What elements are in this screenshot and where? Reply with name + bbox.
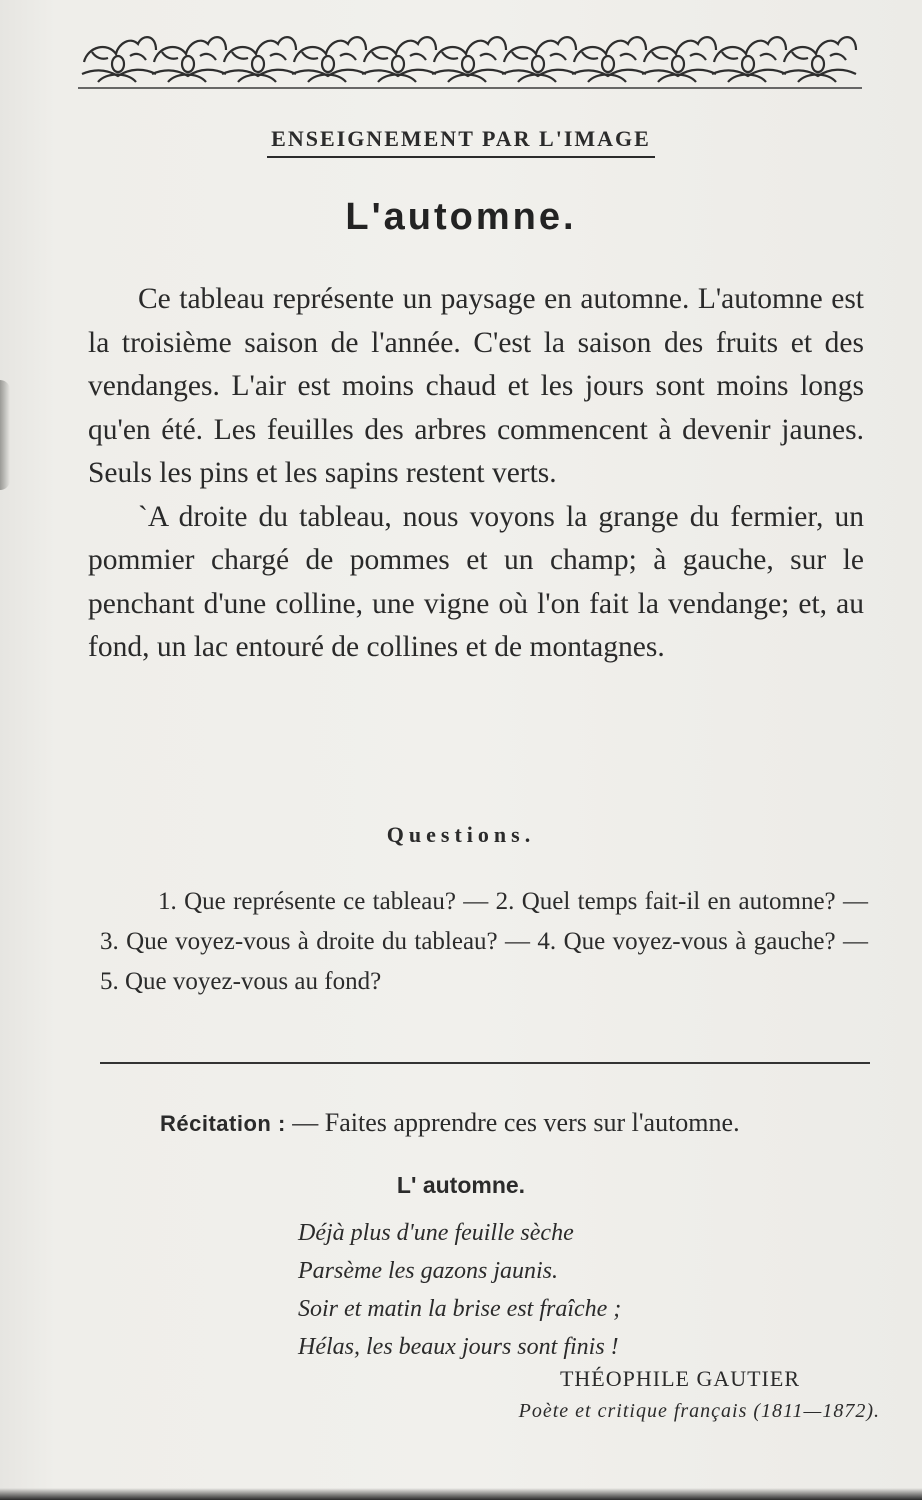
paragraph-2: `A droite du tableau, nous voyons la grange du fermier, un pommier chargé de pommes et un champ; à gauche, sur le penchant d'une colline, une vigne où l'on fait la vendange; et, au fond, un lac entouré de collines et de montagnes.	[88, 500, 864, 663]
questions-text: 1. Que représente ce tableau? — 2. Quel temps fait-il en automne? — 3. Que voyez-vous à droite du tableau? — 4. Que voyez-vous à gauche? — 5. Que voyez-vous au fond?	[100, 888, 868, 995]
poem-line: Soir et matin la brise est fraîche ;	[298, 1296, 622, 1322]
section-kicker	[0, 126, 922, 158]
divider-rule	[100, 1062, 870, 1064]
poem-line: Déjà plus d'une feuille sèche	[298, 1220, 574, 1246]
section-kicker-text: ENSEIGNEMENT PAR L'IMAGE	[267, 126, 655, 158]
recitation-instruction: — Faites apprendre ces vers sur l'automne.	[285, 1108, 740, 1137]
poem-title: L' automne.	[396, 1172, 526, 1198]
recitation-label: Récitation :	[160, 1111, 286, 1136]
poem-line: Hélas, les beaux jours sont finis !	[298, 1334, 619, 1360]
paragraph-1: Ce tableau représente un paysage en automne. L'automne est la troisième saison de l'année. C'est la saison des fruits et des vendanges. L'air est moins chaud et les jours sont moins longs qu'en été. Les feuilles des arbres commencent à devenir jaunes. Seuls les pins et les sapins restent verts.	[88, 283, 864, 489]
poem-author: THÉOPHILE GAUTIER	[559, 1366, 800, 1391]
author-description: Poète et critique français (1811—1872).	[518, 1400, 880, 1422]
page-title: L'automne.	[345, 196, 577, 238]
poem-line: Parsème les gazons jaunis.	[298, 1258, 558, 1284]
questions-heading: Questions.	[386, 822, 536, 847]
binding-shadow	[0, 380, 10, 490]
page-bottom-edge	[0, 1488, 922, 1500]
body-text	[88, 278, 864, 670]
recitation-line	[160, 1108, 880, 1138]
floral-ornament-border	[78, 22, 862, 92]
poem	[298, 1214, 818, 1366]
